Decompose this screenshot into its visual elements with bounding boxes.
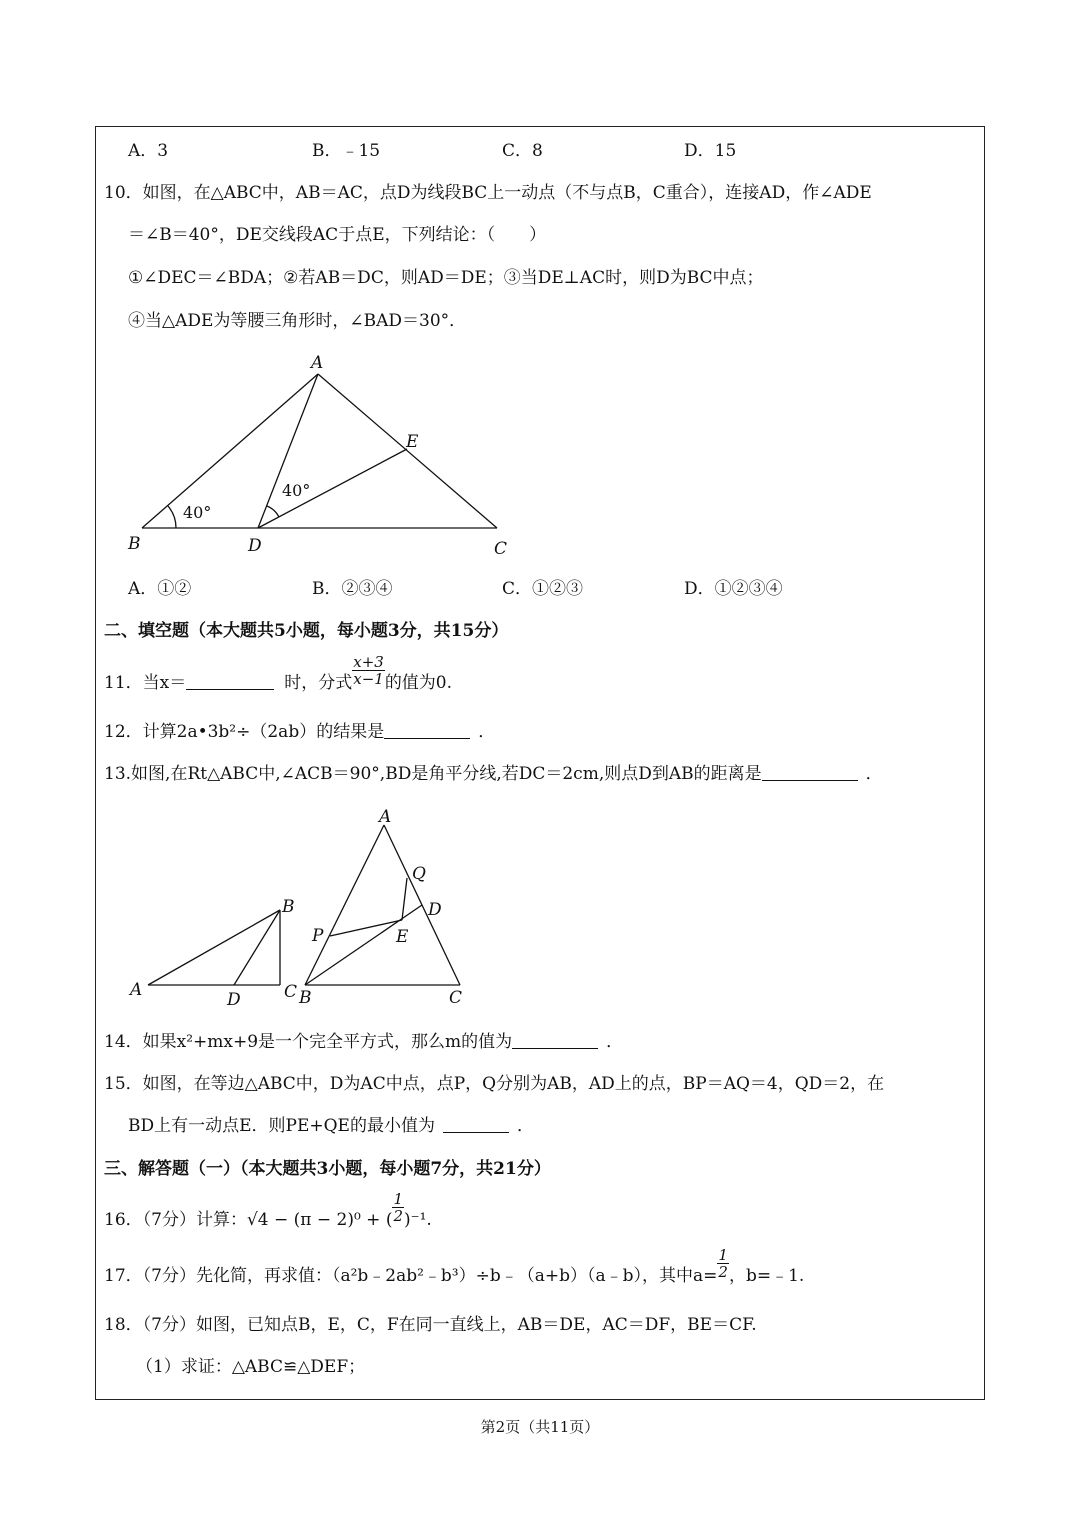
q9-option-a: A．3 <box>128 141 169 161</box>
q18-line2: （1）求证：△ABC≌△DEF； <box>136 1357 366 1377</box>
q17-line <box>104 1246 805 1287</box>
q10-label-d: D <box>248 536 262 556</box>
q11-answer-blank[interactable] <box>186 673 274 690</box>
q10-line4: ④当△ADE为等腰三角形时，∠BAD＝30°． <box>128 311 467 331</box>
q13-text: 13.如图,在Rt△ABC中,∠ACB＝90°,BD是角平分线,若DC＝2cm,则点D到AB的距离是 <box>104 764 762 784</box>
fig13-label-b: B <box>282 897 295 917</box>
q16-fraction-den: 2 <box>393 1207 404 1225</box>
fig15-label-p: P <box>312 926 324 946</box>
fig15-label-e: E <box>396 927 409 947</box>
q15-line1: 15．如图，在等边△ABC中，D为AC中点，点P，Q分别为AB，AD上的点，BP＝AQ＝4，QD＝2，在 <box>104 1074 885 1094</box>
q10-label-b: B <box>128 534 141 554</box>
q13-end: ． <box>865 764 883 784</box>
q10-seg-de <box>258 449 407 528</box>
q10-option-a: A．①② <box>128 579 192 599</box>
q10-seg-ad <box>258 374 318 528</box>
section3-heading: 三、解答题（一）（本大题共3小题，每小题7分，共21分） <box>104 1159 551 1179</box>
q12-end: ． <box>478 722 496 742</box>
q17-text: 17．（7分）先化简，再求值：（a²b﹣2ab²﹣b³）÷b﹣（a+b）（a﹣b），其中a= <box>104 1266 718 1286</box>
q10-angle-arc-b <box>168 506 176 528</box>
q10-line2: ＝∠B＝40°，DE交线段AC于点E，下列结论：（ ） <box>128 225 547 245</box>
q14-answer-blank[interactable] <box>512 1032 598 1049</box>
q11-line <box>104 653 453 694</box>
q10-seg-ab <box>142 374 318 528</box>
fig15-label-c: C <box>449 988 463 1008</box>
fig13-seg-ab <box>148 910 280 985</box>
fig13-label-a: A <box>130 980 143 1000</box>
q11-fraction <box>352 654 385 687</box>
q10-label-c: C <box>494 539 508 559</box>
q14-line <box>104 1031 623 1053</box>
q12-text: 12．计算2a•3b²÷（2ab）的结果是 <box>104 722 385 742</box>
fig15-seg-ab <box>305 825 384 985</box>
q11-fraction-den: x−1 <box>353 670 384 688</box>
q11-suffix: 的值为0. <box>384 673 453 693</box>
fig13-seg-bd <box>234 910 280 985</box>
q12-answer-blank[interactable] <box>384 722 470 739</box>
q11-prefix: 11．当x＝ <box>104 673 187 693</box>
page-footer: 第2页（共11页） <box>480 1418 600 1436</box>
q14-text: 14．如果x²+mx+9是一个完全平方式，那么m的值为 <box>104 1032 513 1052</box>
q10-label-e: E <box>406 432 419 452</box>
q16-tail: )⁻¹. <box>404 1210 432 1230</box>
q12-line <box>104 721 495 743</box>
q15-line2 <box>128 1115 534 1137</box>
fig15-label-b: B <box>299 988 312 1008</box>
q13-answer-blank[interactable] <box>762 764 858 781</box>
fig15-seg-qe <box>402 878 407 920</box>
q10-angle-label-b: 40° <box>183 503 212 522</box>
q13-line <box>104 763 883 785</box>
q10-line3: ①∠DEC＝∠BDA；②若AB＝DC，则AD＝DE；③当DE⊥AC时，则D为BC中点； <box>128 268 764 288</box>
q10-option-d: D．①②③④ <box>684 579 783 599</box>
q18-line1: 18．（7分）如图，已知点B，E，C，F在同一直线上，AB＝DE，AC＝DF，BE＝CF. <box>104 1315 757 1335</box>
q16-line <box>104 1190 432 1231</box>
q14-end: ． <box>606 1032 624 1052</box>
q17-fraction <box>717 1247 729 1280</box>
q15-text: BD上有一动点E．则PE+QE的最小值为 <box>128 1116 435 1136</box>
q10-option-c: C．①②③ <box>502 579 584 599</box>
section2-heading: 二、填空题（本大题共5小题，每小题3分，共15分） <box>104 621 509 641</box>
q17-fraction-num: 1 <box>718 1246 728 1264</box>
q9-option-b: B．﹣15 <box>312 141 381 161</box>
fig13-label-c: C <box>284 982 298 1002</box>
q10-option-b: B．②③④ <box>312 579 393 599</box>
fig15-label-q: Q <box>412 864 426 884</box>
fig15-label-a: A <box>379 807 392 827</box>
q16-fraction-num: 1 <box>393 1190 404 1208</box>
q10-triangle-figure <box>0 0 1080 600</box>
fig15-label-d: D <box>428 900 442 920</box>
q9-option-d: D．15 <box>684 141 737 161</box>
q10-angle-label-d: 40° <box>282 481 311 500</box>
q17-tail: ，b=﹣1. <box>728 1266 805 1286</box>
q16-fraction <box>392 1191 404 1224</box>
q10-line1: 10．如图，在△ABC中，AB＝AC，点D为线段BC上一动点（不与点B，C重合），连接AD，作∠ADE <box>104 183 872 203</box>
q15-answer-blank[interactable] <box>443 1116 509 1133</box>
q11-middle: 时，分式 <box>284 673 353 693</box>
q16-prefix: 16．（7分）计算： <box>104 1210 247 1230</box>
q10-angle-arc-d <box>267 506 279 517</box>
q15-end: ． <box>516 1116 534 1136</box>
q13-q15-figures <box>0 790 1080 1020</box>
q10-label-a: A <box>311 353 324 373</box>
q11-fraction-num: x+3 <box>353 653 384 671</box>
fig15-seg-pe <box>330 920 402 936</box>
q9-option-c: C．8 <box>502 141 543 161</box>
fig13-label-d: D <box>227 990 241 1010</box>
q16-expression: √4 − (π − 2)⁰ + ( <box>246 1210 393 1230</box>
q17-fraction-den: 2 <box>718 1263 728 1281</box>
